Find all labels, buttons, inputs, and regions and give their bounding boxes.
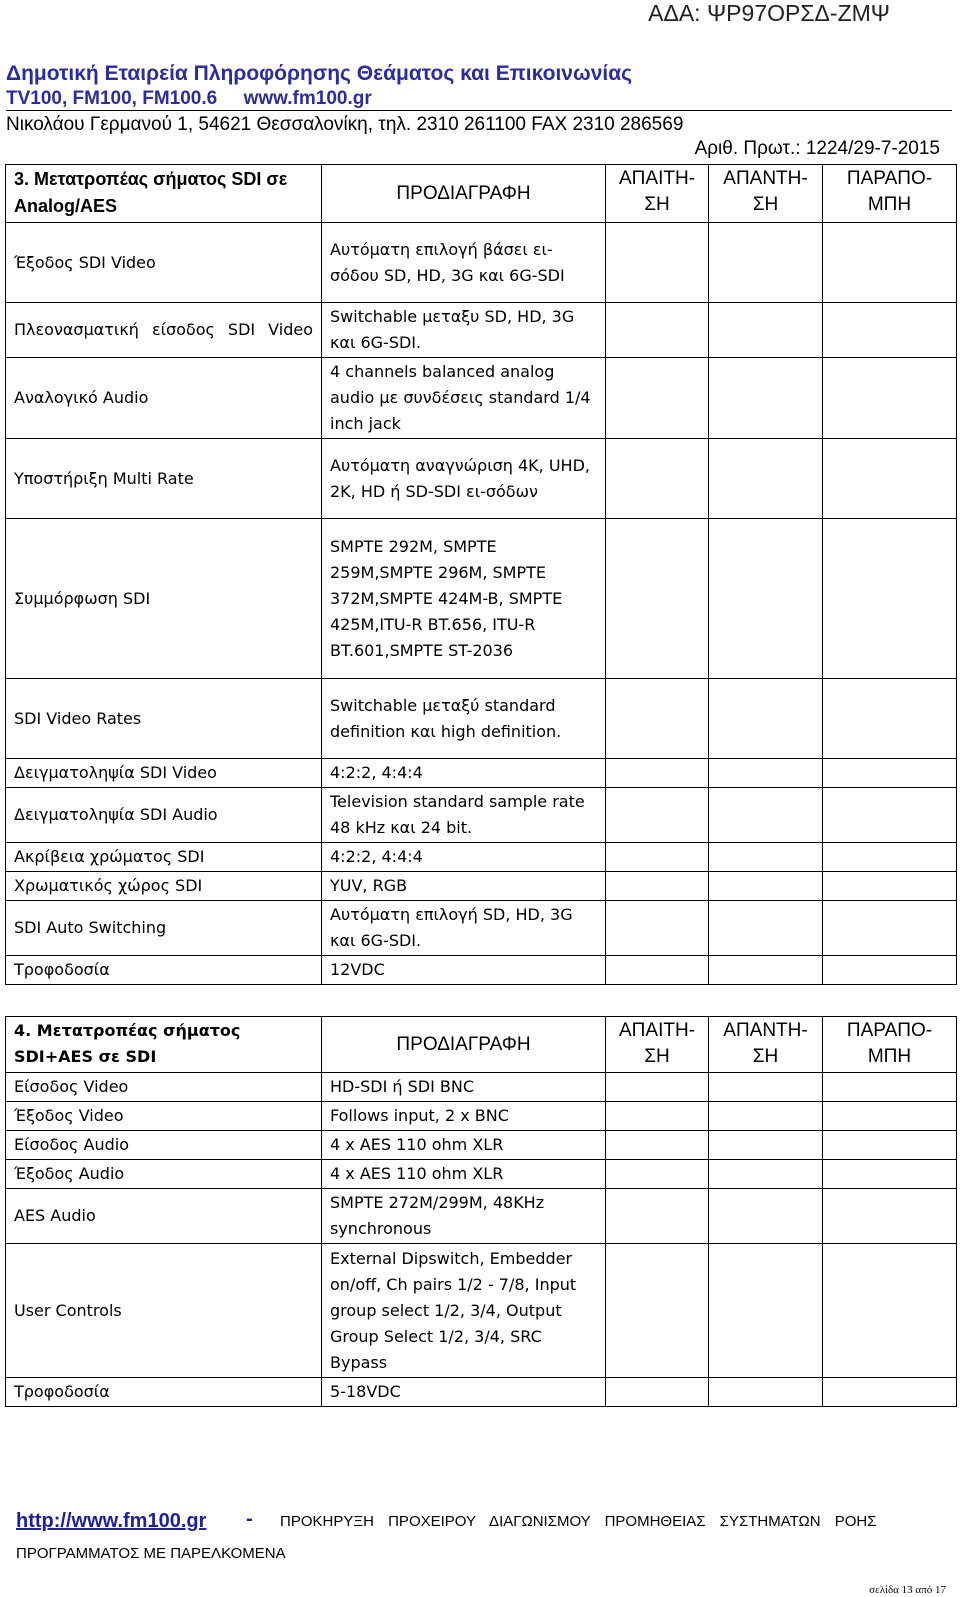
feature-cell: AES Audio	[6, 1189, 322, 1244]
spec-cell: 4:2:2, 4:4:4	[322, 759, 606, 788]
spec-cell: Αυτόματη επιλογή βάσει ει-σόδου SD, HD, 3G και 6G-SDI	[322, 223, 606, 303]
feature-cell: Έξοδος Video	[6, 1102, 322, 1131]
feature-cell: Έξοδος Audio	[6, 1160, 322, 1189]
table-row	[6, 1073, 957, 1102]
feature-cell: Χρωματικός χώρος SDI	[6, 872, 322, 901]
spec-cell: 4 x AES 110 ohm XLR	[322, 1131, 606, 1160]
section-title: 4. Μετατροπέας σήματος SDI+AES σε SDI	[6, 1017, 322, 1073]
column-answer: ΑΠΑΝΤΗ-ΣΗ	[709, 165, 823, 223]
table-row	[6, 788, 957, 843]
feature-cell: SDI Auto Switching	[6, 901, 322, 956]
spec-cell: Television standard sample rate 48 kHz και 24 bit.	[322, 788, 606, 843]
spec-table-sdi-analog	[5, 164, 957, 985]
footer-dash: -	[246, 1508, 253, 1530]
column-spec: ΠΡΟΔΙΑΓΡΑΦΗ	[322, 165, 606, 223]
column-requirement: ΑΠΑΙΤΗ-ΣΗ	[606, 1017, 709, 1073]
spec-cell: HD-SDI ή SDI BNC	[322, 1073, 606, 1102]
feature-cell: Αναλογικό Audio	[6, 358, 322, 439]
website-link[interactable]: www.fm100.gr	[243, 88, 372, 109]
table-row	[6, 358, 957, 439]
table-row	[6, 843, 957, 872]
spec-cell: External Dipswitch, Embedder on/off, Ch pairs 1/2 - 7/8, Input group select 1/2, 3/4, Output Group Select 1/2, 3/4, SRC Bypass	[322, 1244, 606, 1378]
feature-cell: Είσοδος Audio	[6, 1131, 322, 1160]
table-row	[6, 956, 957, 985]
table-row	[6, 1189, 957, 1244]
table-row	[6, 439, 957, 519]
stations: TV100, FM100, FM100.6	[6, 88, 218, 109]
section-title: 3. Μετατροπέας σήματος SDI σε Analog/AES	[6, 165, 322, 223]
spec-cell: Αυτόματη επιλογή SD, HD, 3G και 6G-SDI.	[322, 901, 606, 956]
column-reference: ΠΑΡΑΠΟ-ΜΠΗ	[823, 165, 957, 223]
footer-website-link[interactable]: http://www.fm100.gr	[16, 1510, 207, 1532]
feature-cell: Έξοδος SDI Video	[6, 223, 322, 303]
footer-title-line2: ΠΡΟΓΡΑΜΜΑΤΟΣ ΜΕ ΠΑΡΕΛΚΟΜΕΝΑ	[16, 1545, 286, 1562]
table-row	[6, 1160, 957, 1189]
table-row	[6, 303, 957, 358]
protocol-number: Αριθ. Πρωτ.: 1224/29-7-2015	[694, 138, 940, 159]
table-row	[6, 901, 957, 956]
ada-code: ΑΔΑ: ΨΡ97ΟΡΣΔ-ΖΜΨ	[648, 0, 890, 26]
spec-cell: 12VDC	[322, 956, 606, 985]
spec-cell: Follows input, 2 x BNC	[322, 1102, 606, 1131]
spec-cell: YUV, RGB	[322, 872, 606, 901]
feature-cell: Τροφοδοσία	[6, 956, 322, 985]
feature-cell: Είσοδος Video	[6, 1073, 322, 1102]
spec-table-sdi-aes	[5, 1016, 957, 1407]
feature-cell: Ακρίβεια χρώματος SDI	[6, 843, 322, 872]
feature-cell: SDI Video Rates	[6, 679, 322, 759]
table-header-row	[6, 1017, 957, 1073]
column-spec: ΠΡΟΔΙΑΓΡΑΦΗ	[322, 1017, 606, 1073]
spec-cell: 5-18VDC	[322, 1378, 606, 1407]
header-divider	[6, 110, 952, 111]
spec-cell: Switchable μεταξυ SD, HD, 3G και 6G-SDI.	[322, 303, 606, 358]
spec-cell: 4 x AES 110 ohm XLR	[322, 1160, 606, 1189]
column-answer: ΑΠΑΝΤΗ-ΣΗ	[709, 1017, 823, 1073]
feature-cell: Δειγματοληψία SDI Audio	[6, 788, 322, 843]
table-row	[6, 1378, 957, 1407]
table-row	[6, 1131, 957, 1160]
spec-cell: Αυτόματη αναγνώριση 4K, UHD, 2K, HD ή SD-SDI ει-σόδων	[322, 439, 606, 519]
footer-title-line1: ΠΡΟΚΗΡΥΞΗ ΠΡΟΧΕΙΡΟΥ ΔΙΑΓΩΝΙΣΜΟΥ ΠΡΟΜΗΘΕΙΑΣ ΣΥΣΤΗΜΑΤΩΝ ΡΟΗΣ	[280, 1513, 877, 1530]
table-row	[6, 679, 957, 759]
spec-cell: SMPTE 292M, SMPTE 259M,SMPTE 296M, SMPTE 372M,SMPTE 424M-B, SMPTE 425M,ITU-R BT.656, ITU-R BT.601,SMPTE ST-2036	[322, 519, 606, 679]
spec-cell: SMPTE 272M/299M, 48KHz synchronous	[322, 1189, 606, 1244]
table-row	[6, 223, 957, 303]
spec-cell: 4:2:2, 4:4:4	[322, 843, 606, 872]
feature-cell: Δειγματοληψία SDI Video	[6, 759, 322, 788]
page-number: σελίδα 13 από 17	[869, 1584, 946, 1596]
address: Νικολάου Γερμανού 1, 54621 Θεσσαλονίκη, τηλ. 2310 261100 FAX 2310 286569	[6, 114, 684, 135]
table-row	[6, 1102, 957, 1131]
table-row	[6, 872, 957, 901]
table-row	[6, 1244, 957, 1378]
feature-cell: Υποστήριξη Multi Rate	[6, 439, 322, 519]
spec-cell: 4 channels balanced analog audio με συνδέσεις standard 1/4 inch jack	[322, 358, 606, 439]
organization-name: Δημοτική Εταιρεία Πληροφόρησης Θεάματος και Επικοινωνίας	[6, 62, 633, 85]
feature-cell: Τροφοδοσία	[6, 1378, 322, 1407]
table-header-row	[6, 165, 957, 223]
table-row	[6, 519, 957, 679]
stations-line	[6, 88, 372, 110]
feature-cell: User Controls	[6, 1244, 322, 1378]
feature-cell: Συμμόρφωση SDI	[6, 519, 322, 679]
column-requirement: ΑΠΑΙΤΗ-ΣΗ	[606, 165, 709, 223]
column-reference: ΠΑΡΑΠΟ-ΜΠΗ	[823, 1017, 957, 1073]
feature-cell: Πλεονασματική είσοδος SDI Video	[6, 303, 322, 358]
table-row	[6, 759, 957, 788]
spec-cell: Switchable μεταξύ standard definition και high definition.	[322, 679, 606, 759]
